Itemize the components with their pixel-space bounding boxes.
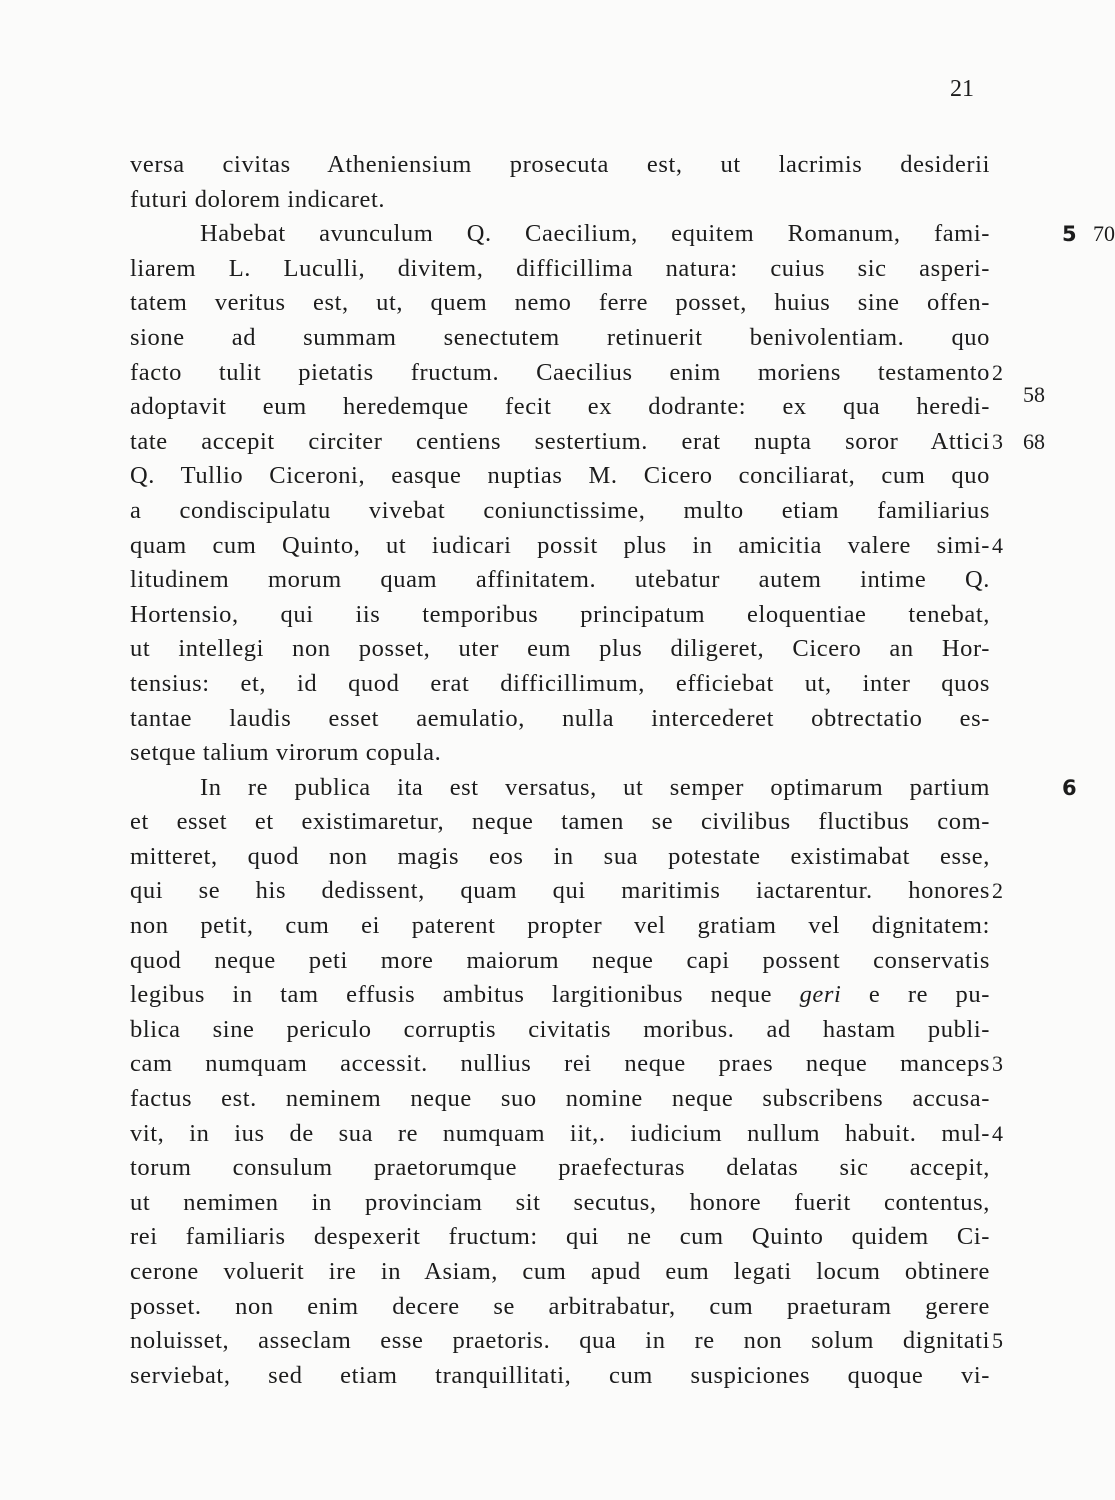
line-text: quod neque peti more maiorum neque capi possent conservatis <box>130 946 990 974</box>
margin-reference: 58 <box>1023 382 1045 408</box>
section-number: 3 <box>992 428 1003 454</box>
text-line <box>130 840 990 875</box>
text-line <box>130 909 990 944</box>
line-text: ut nemimen in provinciam sit secutus, honore fuerit contentus, <box>130 1188 990 1216</box>
text-line <box>130 1186 990 1221</box>
line-text: factus est. neminem neque suo nomine neque subscribens accusa- <box>130 1085 990 1113</box>
line-text: Hortensio, qui iis temporibus principatum eloquentiae tenebat, <box>130 600 990 628</box>
line-text: quam cum Quinto, ut iudicari possit plus in amicitia valere simi- <box>130 531 990 559</box>
line-text: Habebat avunculum Q. Caecilium, equitem Romanum, fami- <box>200 220 990 248</box>
section-number: 4 <box>992 532 1003 558</box>
text-line <box>130 632 990 667</box>
text-line <box>130 382 1045 425</box>
line-text: facto tulit pietatis fructum. Caecilius enim moriens testamento <box>130 358 990 386</box>
margin-reference: 68 <box>1023 428 1045 454</box>
line-text: qui se his dedissent, quam qui maritimis iactarentur. honores <box>130 877 990 905</box>
section-number: 5 <box>1062 222 1077 247</box>
line-text <box>130 981 990 1008</box>
line-text: litudinem morum quam affinitatem. utebatur autem intime Q. <box>130 566 990 594</box>
text-line <box>130 1220 990 1255</box>
text-line <box>130 1324 1003 1359</box>
margin-reference: 70 <box>1093 221 1115 247</box>
line-text: versa civitas Atheniensium prosecuta est, ut lacrimis desiderii <box>130 151 990 178</box>
text-line <box>130 286 990 321</box>
text-line <box>130 1082 990 1117</box>
text-line <box>130 252 990 287</box>
text-line <box>130 321 990 356</box>
line-text: tate accepit circiter centiens sestertium. erat nupta soror Attici <box>130 427 990 455</box>
line-text: liarem L. Luculli, divitem, difficillima natura: cuius sic asperi- <box>130 254 990 282</box>
text-line <box>130 494 990 529</box>
line-text: blica sine periculo corruptis civitatis moribus. ad hastam publi- <box>130 1015 990 1043</box>
section-number: 4 <box>992 1120 1003 1146</box>
line-text: torum consulum praetorumque praefecturas delatas sic accepit, <box>130 1154 990 1182</box>
line-text: futuri dolorem indicaret. <box>130 185 386 213</box>
line-text: adoptavit eum heredemque fecit ex dodrante: ex qua heredi- <box>130 393 990 421</box>
text-line <box>130 667 990 702</box>
line-text: a condiscipulatu vivebat coniunctissime, multo etiam familiarius <box>130 496 990 524</box>
text-line <box>130 805 990 840</box>
line-text: vit, in ius de sua re numquam iit,. iudicium nullum habuit. mul- <box>130 1119 990 1147</box>
line-text-part: e re pu- <box>841 981 991 1009</box>
line-text: setque talium virorum copula. <box>130 739 442 767</box>
line-text: mitteret, quod non magis eos in sua potestate existimabat esse, <box>130 842 990 870</box>
line-text: tantae laudis esset aemulatio, nulla intercederet obtrectatio es- <box>130 704 990 732</box>
line-text: sione ad summam senectutem retinuerit benivolentiam. quo <box>130 323 990 351</box>
text-line <box>130 1047 1003 1082</box>
text-line <box>130 598 990 633</box>
section-number: 3 <box>992 1051 1003 1077</box>
text-line <box>130 563 990 598</box>
text-line <box>130 874 1003 909</box>
text-line <box>130 183 990 218</box>
line-text-part: legibus in tam effusis ambitus largitionibus neque <box>130 981 800 1009</box>
section-number: 6 <box>1062 775 1077 800</box>
text-line <box>130 978 990 1013</box>
text-line <box>130 217 1115 252</box>
text-line <box>130 529 1003 564</box>
line-text: ut intellegi non posset, uter eum plus diligeret, Cicero an Hor- <box>130 635 990 663</box>
section-number: 2 <box>992 359 1003 385</box>
text-line <box>130 148 990 183</box>
line-text: cerone voluerit ire in Asiam, cum apud eum legati locum obtinere <box>130 1258 990 1285</box>
section-number: 2 <box>992 878 1003 904</box>
text-line <box>130 1151 990 1186</box>
text-line <box>130 944 990 979</box>
text-line <box>130 356 1003 391</box>
text-line <box>130 1013 990 1048</box>
line-text: posset. non enim decere se arbitrabatur, cum praeturam gerere <box>130 1292 990 1320</box>
line-text: non petit, cum ei paterent propter vel gratiam vel dignitatem: <box>130 912 990 940</box>
line-text: rei familiaris despexerit fructum: qui ne cum Quinto quidem Ci- <box>130 1223 990 1251</box>
text-line <box>130 1359 990 1394</box>
text-line <box>130 1117 1003 1152</box>
line-text: tatem veritus est, ut, quem nemo ferre posset, huius sine offen- <box>130 289 990 317</box>
text-line <box>130 459 990 494</box>
line-text: tensius: et, id quod erat difficillimum, efficiebat ut, inter quos <box>130 669 990 697</box>
line-text: Q. Tullio Ciceroni, easque nuptias M. Cicero conciliarat, cum quo <box>130 462 990 490</box>
line-text: cam numquam accessit. nullius rei neque praes neque manceps <box>130 1050 990 1078</box>
text-line <box>130 1255 990 1290</box>
text-line <box>130 702 990 737</box>
line-text: In re publica ita est versatus, ut semper optimarum partium <box>200 773 990 801</box>
text-line <box>130 771 1077 806</box>
line-text: serviebat, sed etiam tranquillitati, cum suspiciones quoque vi- <box>130 1361 990 1389</box>
body-text <box>130 148 1115 1393</box>
line-text: et esset et existimaretur, neque tamen se civilibus fluctibus com- <box>130 808 990 836</box>
text-line <box>130 736 990 771</box>
italic-word: geri <box>799 981 842 1009</box>
line-text: noluisset, asseclam esse praetoris. qua in re non solum dignitati <box>130 1327 990 1355</box>
text-line <box>130 1290 990 1325</box>
text-line <box>130 425 1045 460</box>
section-number: 5 <box>992 1328 1003 1354</box>
page-number: 21 <box>950 76 974 102</box>
